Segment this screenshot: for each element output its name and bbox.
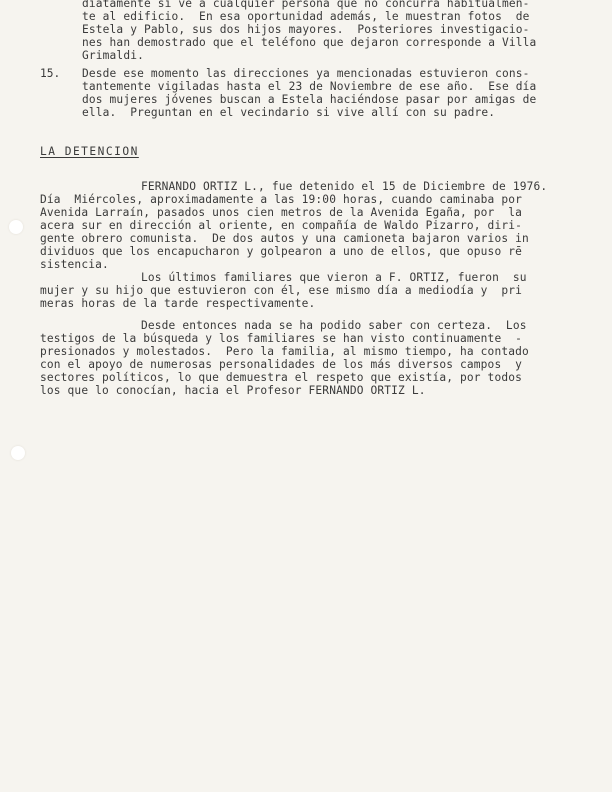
- text-line: Avenida Larraín, pasados unos cien metros de la Avenida Egaña, por la: [40, 206, 522, 219]
- text-line: gente obrero comunista. De dos autos y una camioneta bajaron varios in: [40, 232, 529, 245]
- text-line: con el apoyo de numerosas personalidades de los más diversos campos y: [40, 358, 522, 371]
- text-line: Desde ese momento las direcciones ya mencionadas estuvieron cons-: [82, 67, 530, 80]
- text-line: meras horas de la tarde respectivamente.: [40, 297, 316, 310]
- text-line: dos mujeres jóvenes buscan a Estela haciéndose pasar por amigas de: [82, 93, 537, 106]
- text-line: sistencia.: [40, 258, 109, 271]
- text-line: nes han demostrado que el teléfono que dejaron corresponde a Villa: [82, 36, 537, 49]
- text-line: tantemente vigiladas hasta el 23 de Noviembre de ese año. Ese día: [82, 80, 537, 93]
- text-line: te al edificio. En esa oportunidad además, le muestran fotos de: [82, 10, 530, 23]
- text-line: Desde entonces nada se ha podido saber con certeza. Los: [141, 319, 527, 332]
- text-line: los que lo conocían, hacia el Profesor FERNANDO ORTIZ L.: [40, 384, 426, 397]
- punch-hole-top: [9, 220, 23, 234]
- text-line: presionados y molestados. Pero la familia, al mismo tiempo, ha contado: [40, 345, 529, 358]
- text-line: Los últimos familiares que vieron a F. ORTIZ, fueron su: [141, 271, 527, 284]
- text-line: mujer y su hijo que estuvieron con él, ese mismo día a mediodía y pri: [40, 284, 522, 297]
- text-line: ella. Preguntan en el vecindario si vive allí con su padre.: [82, 106, 496, 119]
- text-line: sectores políticos, lo que demuestra el respeto que existía, por todos: [40, 371, 522, 384]
- text-line: FERNANDO ORTIZ L., fue detenido el 15 de Diciembre de 1976.: [141, 180, 548, 193]
- punch-hole-bottom: [11, 446, 25, 460]
- text-line: testigos de la búsqueda y los familiares se han visto continuamente -: [40, 332, 522, 345]
- text-line: Grimaldi.: [82, 49, 144, 62]
- text-line: acera sur en dirección al oriente, en compañía de Waldo Pizarro, diri-: [40, 219, 522, 232]
- item-number: 15.: [40, 67, 61, 80]
- text-line: Día Miércoles, aproximadamente a las 19:00 horas, cuando caminaba por: [40, 193, 522, 206]
- section-heading: LA DETENCION: [40, 145, 139, 158]
- text-line: Estela y Pablo, sus dos hijos mayores. Posteriores investigacio-: [82, 23, 530, 36]
- text-line: dividuos que los encapucharon y golpearon a uno de ellos, que opuso rē: [40, 245, 522, 258]
- text-line: diatamente si ve a cualquier persona que no concurra habitualmen-: [82, 0, 530, 10]
